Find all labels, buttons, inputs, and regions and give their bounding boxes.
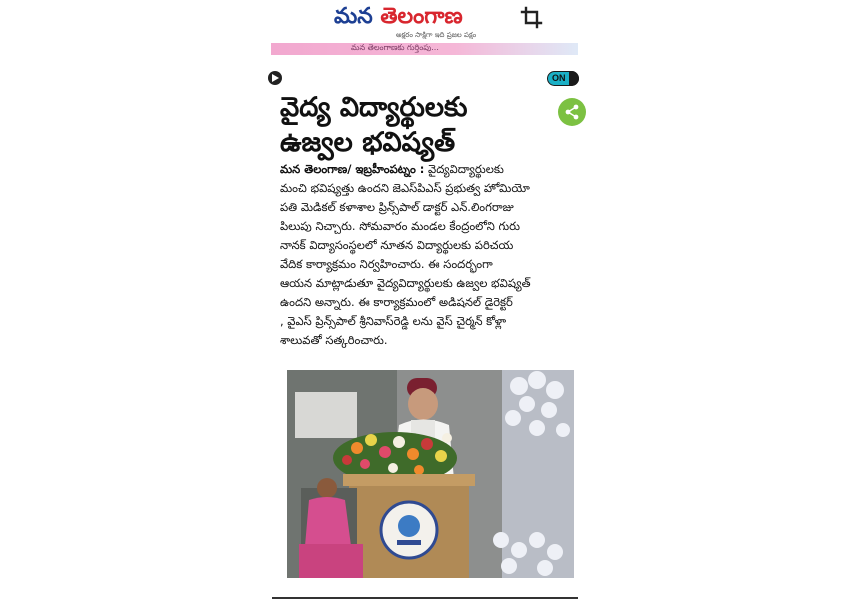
body-line: , వైఎస్ ప్రిన్స్‌పాల్ శ్రీనివాస్‌రెడ్డి లను వైస్ చైర్మన్ కోళ్లా bbox=[280, 314, 507, 328]
toggle-label: ON bbox=[552, 73, 566, 83]
article-headline bbox=[280, 90, 550, 160]
crop-icon[interactable] bbox=[520, 6, 544, 30]
logo-title bbox=[334, 4, 463, 34]
logo-title-part-2: తెలంగాణ bbox=[380, 4, 463, 29]
headline-line: వైద్య విద్యార్థులకు bbox=[280, 92, 468, 123]
article-line-1 bbox=[280, 160, 580, 179]
bottom-divider bbox=[272, 597, 578, 599]
share-icon bbox=[564, 104, 580, 120]
top-bar bbox=[0, 0, 848, 44]
listen-toggle[interactable] bbox=[547, 71, 579, 86]
ad-banner-strip[interactable] bbox=[271, 43, 578, 55]
body-line: శాలువతో సత్కరించారు. bbox=[280, 333, 388, 347]
body-line: మంచి భవిష్యత్తు ఉందని జెఎస్‌పిఎస్ ప్రభుత్వ హోమియో bbox=[280, 181, 530, 195]
article-toolbar bbox=[268, 70, 580, 88]
ad-banner-text: మన తెలంగాణకు గుర్తింపు... bbox=[351, 43, 439, 52]
body-line: నానక్ విద్యాసంస్థలలో నూతన విద్యార్థులకు పరిచయ bbox=[280, 238, 514, 252]
article-body bbox=[280, 160, 580, 350]
body-line: పతి మెడికల్ కళాశాల ప్రిన్స్‌పాల్ డాక్టర్ ఎన్.లింగరాజు bbox=[280, 200, 514, 214]
toggle-knob bbox=[569, 71, 579, 86]
share-button[interactable] bbox=[558, 98, 586, 126]
body-line: ఆయన మాట్లాడుతూ వైద్యవిద్యార్థులకు ఉజ్వల భవిష్యత్ bbox=[280, 276, 531, 290]
body-line: వైద్యవిద్యార్థులకు bbox=[428, 162, 504, 176]
article-photo bbox=[287, 370, 574, 578]
newspaper-logo bbox=[334, 4, 524, 40]
logo-tagline: అక్షరం సాక్షిగా ఇది ప్రజల పక్షం bbox=[396, 31, 477, 39]
dateline: మన తెలంగాణ/ ఇబ్రహీంపట్నం : bbox=[280, 162, 425, 176]
body-line: పిలుపు నిచ్చారు. సోమవారం మండల కేంద్రంలోని గురు bbox=[280, 219, 520, 233]
headline-line: ఉజ్వల భవిష్యత్ bbox=[280, 127, 456, 158]
body-line: వేదిక కార్యాక్రమం నిర్వహించారు. ఈ సందర్భంగా bbox=[280, 257, 493, 271]
logo-title-part-1: మన bbox=[334, 4, 381, 29]
body-line: ఉందని అన్నారు. ఈ కార్యాక్రమంలో అడిషనల్ డైరెక్టర్ bbox=[280, 295, 513, 309]
speaker-icon[interactable] bbox=[268, 71, 282, 85]
